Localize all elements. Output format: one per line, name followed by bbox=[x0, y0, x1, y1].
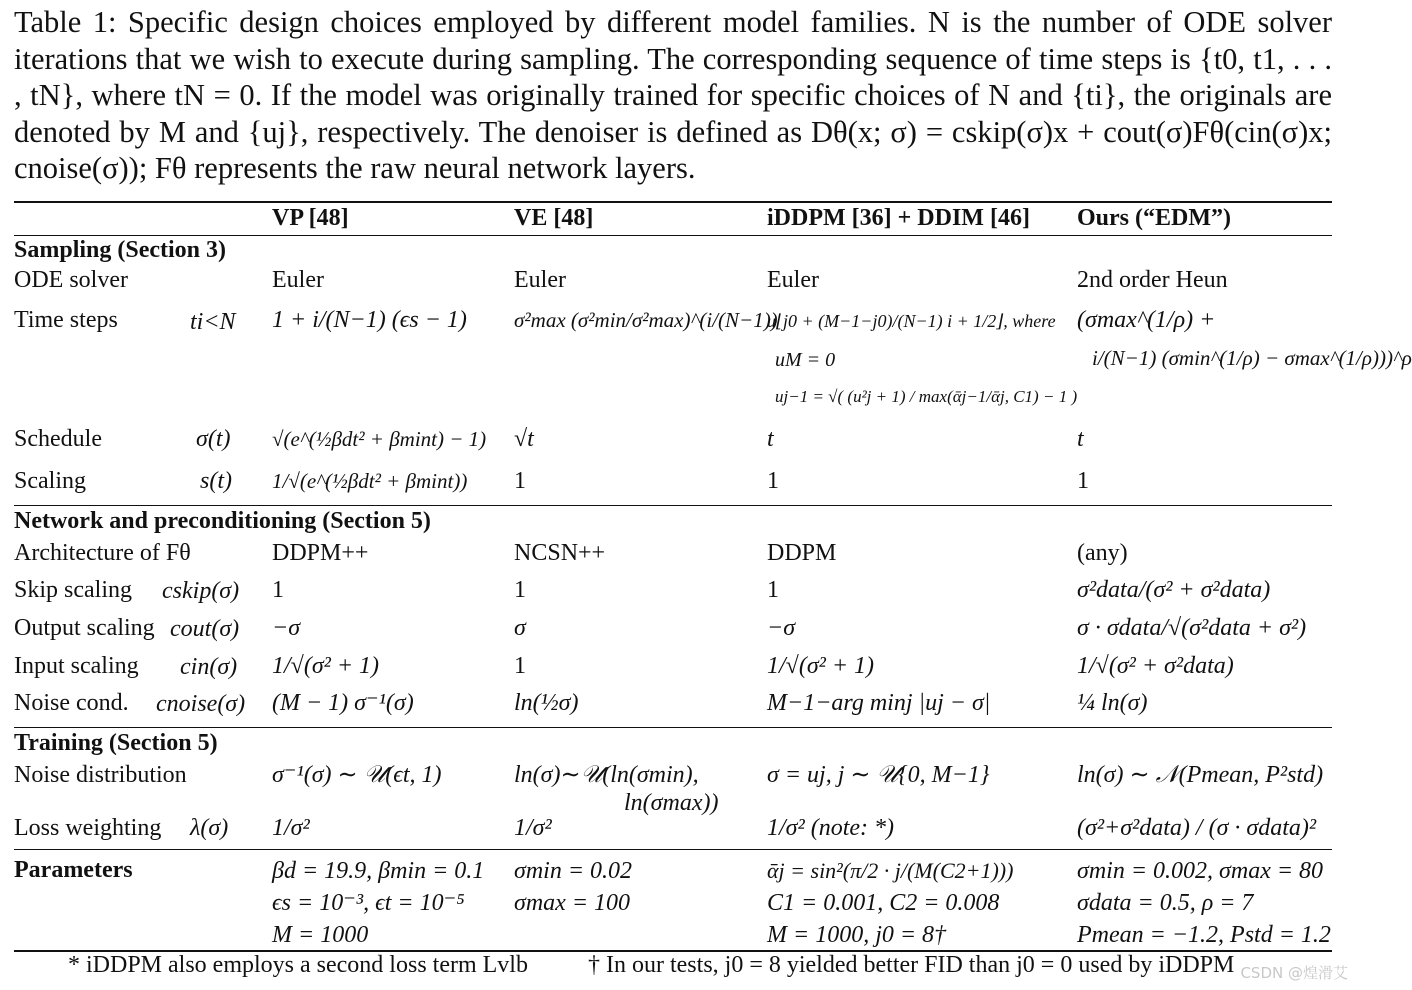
vp-schedule: √(e^(½βdt² + βmint) − 1) bbox=[272, 427, 487, 451]
section-sampling: Sampling (Section 3) bbox=[14, 237, 227, 263]
section-parameters: Parameters bbox=[14, 857, 133, 883]
row-label-time-steps: Time steps bbox=[14, 307, 118, 333]
iddpm-output: −σ bbox=[767, 615, 796, 641]
iddpm-input: 1/√(σ² + 1) bbox=[767, 653, 875, 679]
watermark: CSDN @煌滑艾 bbox=[1240, 964, 1348, 982]
row-label-loss: Loss weighting bbox=[14, 815, 162, 841]
edm-time-steps-2: i/(N−1) (σmin^(1/ρ) − σmax^(1/ρ)))^ρ bbox=[1092, 346, 1412, 370]
edm-scaling: 1 bbox=[1077, 468, 1089, 494]
row-label-noise-dist: Noise distribution bbox=[14, 762, 187, 788]
edm-param-1: σmin = 0.002, σmax = 80 bbox=[1077, 858, 1324, 884]
sym-loss: λ(σ) bbox=[190, 815, 229, 841]
vp-param-3: M = 1000 bbox=[272, 922, 369, 948]
edm-schedule: t bbox=[1077, 426, 1084, 452]
ve-noise-dist-2: ln(σmax)) bbox=[624, 790, 719, 816]
ve-noise-cond: ln(½σ) bbox=[514, 690, 579, 716]
vp-ode-solver: Euler bbox=[272, 267, 324, 293]
iddpm-schedule: t bbox=[767, 426, 774, 452]
edm-ode-solver: 2nd order Heun bbox=[1077, 267, 1228, 293]
row-label-noise-cond: Noise cond. bbox=[14, 690, 129, 716]
edm-architecture: (any) bbox=[1077, 540, 1128, 566]
vp-noise-dist: σ⁻¹(σ) ∼ 𝒰(ϵt, 1) bbox=[272, 762, 442, 788]
vp-output: −σ bbox=[272, 615, 301, 641]
ve-param-1: σmin = 0.02 bbox=[514, 858, 633, 884]
sym-input: cin(σ) bbox=[180, 654, 238, 680]
sym-scaling: s(t) bbox=[200, 468, 232, 494]
iddpm-loss: 1/σ² (note: *) bbox=[767, 815, 894, 841]
row-label-schedule: Schedule bbox=[14, 426, 102, 452]
iddpm-param-2: C1 = 0.001, C2 = 0.008 bbox=[767, 890, 1000, 916]
section-training: Training (Section 5) bbox=[14, 730, 218, 756]
edm-loss: (σ²+σ²data) / (σ · σdata)² bbox=[1077, 815, 1317, 841]
ve-loss: 1/σ² bbox=[514, 815, 552, 841]
edm-param-2: σdata = 0.5, ρ = 7 bbox=[1077, 890, 1254, 916]
edm-output: σ · σdata/√(σ²data + σ²) bbox=[1077, 615, 1307, 641]
row-label-architecture: Architecture of Fθ bbox=[14, 540, 191, 566]
iddpm-time-steps-2: uM = 0 bbox=[775, 349, 836, 371]
sym-output: cout(σ) bbox=[170, 616, 240, 642]
vp-param-2: ϵs = 10⁻³, ϵt = 10⁻⁵ bbox=[272, 890, 465, 916]
vp-time-steps: 1 + i/(N−1) (ϵs − 1) bbox=[272, 307, 467, 333]
top-rule bbox=[14, 201, 1332, 203]
iddpm-time-steps-1: u⌊j0 + (M−1−j0)/(N−1) i + 1/2⌋, where bbox=[767, 311, 1056, 331]
iddpm-noise-cond: M−1−arg minj |uj − σ| bbox=[767, 690, 991, 716]
iddpm-noise-dist: σ = uj, j ∼ 𝒰{0, M−1} bbox=[767, 762, 990, 788]
vp-input: 1/√(σ² + 1) bbox=[272, 653, 380, 679]
ve-architecture: NCSN++ bbox=[514, 540, 606, 566]
sym-time-steps: ti<N bbox=[190, 309, 236, 335]
iddpm-param-3: M = 1000, j0 = 8† bbox=[767, 922, 947, 948]
iddpm-skip: 1 bbox=[767, 577, 779, 603]
ve-noise-dist-1: ln(σ)∼𝒰(ln(σmin), bbox=[514, 762, 699, 788]
edm-param-3: Pmean = −1.2, Pstd = 1.2 bbox=[1077, 922, 1331, 948]
vp-loss: 1/σ² bbox=[272, 815, 310, 841]
header-ve: VE [48] bbox=[514, 205, 594, 231]
sym-noise-cond: cnoise(σ) bbox=[156, 691, 246, 717]
section-network: Network and preconditioning (Section 5) bbox=[14, 508, 431, 534]
section-rule-training bbox=[14, 727, 1332, 728]
vp-param-1: βd = 19.9, βmin = 0.1 bbox=[272, 858, 485, 884]
iddpm-ode-solver: Euler bbox=[767, 267, 819, 293]
header-edm: Ours (“EDM”) bbox=[1077, 205, 1231, 231]
edm-input: 1/√(σ² + σ²data) bbox=[1077, 653, 1234, 679]
iddpm-param-1: ᾱj = sin²(π/2 · j/(M(C2+1))) bbox=[767, 858, 1014, 883]
vp-architecture: DDPM++ bbox=[272, 540, 369, 566]
iddpm-scaling: 1 bbox=[767, 468, 779, 494]
vp-skip: 1 bbox=[272, 577, 284, 603]
section-rule-parameters bbox=[14, 849, 1332, 850]
row-label-ode-solver: ODE solver bbox=[14, 267, 128, 293]
ve-ode-solver: Euler bbox=[514, 267, 566, 293]
ve-time-steps: σ²max (σ²min/σ²max)^(i/(N−1)) bbox=[514, 308, 778, 332]
footnote-dagger: † In our tests, j0 = 8 yielded better FID than j0 = 0 used by iDDPM bbox=[588, 952, 1235, 978]
ve-input: 1 bbox=[514, 653, 526, 679]
iddpm-time-steps-3: uj−1 = √( (u²j + 1) / max(ᾱj−1/ᾱj, C1) − 1 ) bbox=[775, 387, 1078, 406]
table-caption: Table 1: Specific design choices employed by different model families. N is the number of ODE solver iterations that we wish to execute during sampling. The corresponding sequence of time steps is {t0, t1, . . . , tN}, where tN = 0. If the model was originally trained for specific choices of N and {ti}, the originals are denoted by M and {uj}, respectively. The denoiser is defined as Dθ(x; σ) = cskip(σ)x + cout(σ)Fθ(cin(σ)x; cnoise(σ)); Fθ represents the raw neural network layers. bbox=[14, 5, 1332, 185]
edm-time-steps-1: (σmax^(1/ρ) + bbox=[1077, 307, 1216, 333]
edm-noise-dist: ln(σ) ∼ 𝒩(Pmean, P²std) bbox=[1077, 762, 1324, 788]
header-iddpm: iDDPM [36] + DDIM [46] bbox=[767, 205, 1030, 231]
sym-skip: cskip(σ) bbox=[162, 578, 240, 604]
footnote-star: * iDDPM also employs a second loss term Lvlb bbox=[68, 952, 528, 978]
iddpm-architecture: DDPM bbox=[767, 540, 837, 566]
edm-skip: σ²data/(σ² + σ²data) bbox=[1077, 577, 1271, 603]
vp-scaling: 1/√(e^(½βdt² + βmint)) bbox=[272, 469, 468, 493]
ve-output: σ bbox=[514, 615, 526, 641]
row-label-output: Output scaling bbox=[14, 615, 155, 641]
vp-noise-cond: (M − 1) σ⁻¹(σ) bbox=[272, 690, 414, 716]
ve-skip: 1 bbox=[514, 577, 526, 603]
ve-scaling: 1 bbox=[514, 468, 526, 494]
ve-param-2: σmax = 100 bbox=[514, 890, 631, 916]
row-label-input: Input scaling bbox=[14, 653, 139, 679]
row-label-skip: Skip scaling bbox=[14, 577, 132, 603]
header-vp: VP [48] bbox=[272, 205, 349, 231]
section-rule-network bbox=[14, 505, 1332, 506]
sym-schedule: σ(t) bbox=[196, 426, 231, 452]
ve-schedule: √t bbox=[514, 426, 534, 452]
row-label-scaling: Scaling bbox=[14, 468, 86, 494]
edm-noise-cond: ¼ ln(σ) bbox=[1077, 690, 1148, 716]
